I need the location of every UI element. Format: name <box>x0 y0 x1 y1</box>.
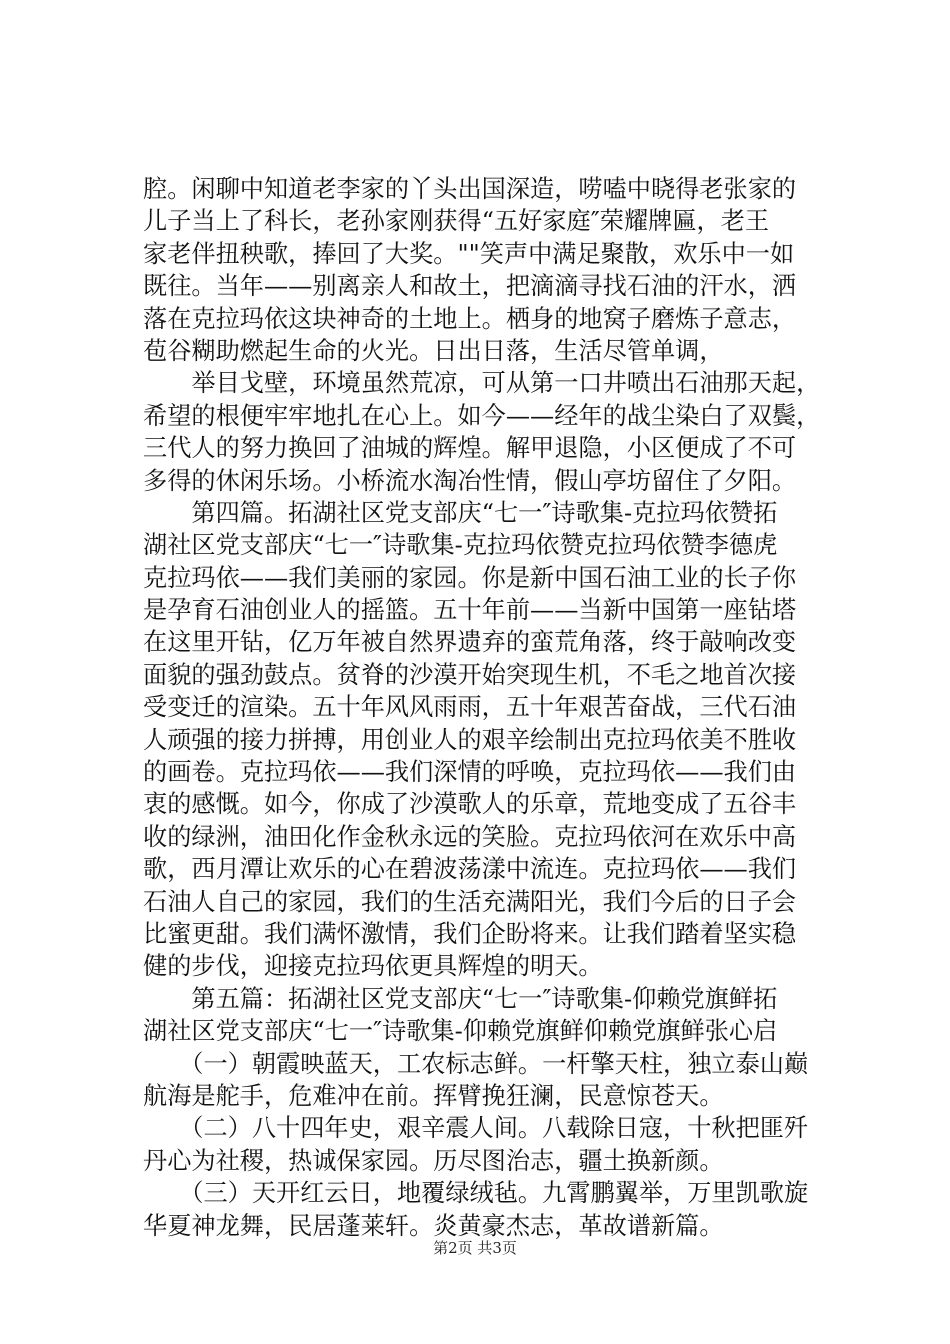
text-line: （三）天开红云日，地覆绿绒毡。九霄鹏翼举，万里凯歌旋 <box>143 1179 809 1208</box>
text-line: 受变迁的渲染。五十年风风雨雨，五十年艰苦奋战，三代石油 <box>143 693 797 722</box>
text-line: 克拉玛依——我们美丽的家园。你是新中国石油工业的长子你 <box>143 563 797 592</box>
text-line: 歌，西月潭让欢乐的心在碧波荡漾中流连。克拉玛依——我们 <box>143 855 797 884</box>
text-line: 腔。闲聊中知道老李家的丫头出国深造，唠嗑中晓得老张家的 <box>143 175 797 203</box>
text-line: 在这里开钻，亿万年被自然界遗弃的蛮荒角落，终于敲响改变 <box>143 628 797 657</box>
text-line: 既往。当年——别离亲人和故土，把滴滴寻找石油的汗水，洒 <box>143 272 797 301</box>
text-line: 收的绿洲，油田化作金秋永远的笑脸。克拉玛依河在欢乐中高 <box>143 822 797 851</box>
text-line: 人顽强的接力拼搏，用创业人的艰辛绘制出克拉玛依美不胜收 <box>143 725 797 754</box>
text-line: 的画卷。克拉玛依——我们深情的呼唤，克拉玛依——我们由 <box>143 758 797 787</box>
text-line: 落在克拉玛依这块神奇的土地上。栖身的地窝子磨炼子意志， <box>143 304 797 333</box>
body-text <box>143 173 819 1242</box>
text-line: 多得的休闲乐场。小桥流水淘冶性情，假山亭坊留住了夕阳。 <box>143 466 797 495</box>
text-line: （一）朝霞映蓝天，工农标志鲜。一杆擎天柱，独立泰山巅 <box>143 1049 809 1078</box>
text-line: 第四篇。拓湖社区党支部庆“七一″诗歌集-克拉玛依赞拓 <box>143 498 778 527</box>
text-line: 湖社区党支部庆“七一″诗歌集-仰赖党旗鲜仰赖党旗鲜张心启 <box>143 1017 778 1046</box>
text-line: 丹心为社稷，热诚保家园。历尽图治志，疆土换新颜。 <box>143 1146 724 1175</box>
text-line: 健的步伐，迎接克拉玛依更具辉煌的明天。 <box>143 952 603 981</box>
text-line: 三代人的努力换回了油城的辉煌。解甲退隐，小区便成了不可 <box>143 434 797 463</box>
text-line: 苞谷糊助燃起生命的火光。日出日落，生活尽管单调， <box>143 336 724 365</box>
text-line: 比蜜更甜。我们满怀激情，我们企盼将来。让我们踏着坚实稳 <box>143 919 797 948</box>
text-line: 面貌的强劲鼓点。贫脊的沙漠开始突现生机，不毛之地首次接 <box>143 660 797 689</box>
text-line: 华夏神龙舞，民居蓬莱轩。炎黄豪杰志，革故谱新篇。 <box>143 1211 724 1240</box>
text-line: 举目戈壁，环境虽然荒凉，可从第一口井喷出石油那天起， <box>143 369 821 398</box>
text-line: 家老伴扭秧歌，捧回了大奖。""笑声中满足聚散，欢乐中一如 <box>143 239 795 268</box>
text-line: 希望的根便牢牢地扎在心上。如今——经年的战尘染白了双鬓， <box>143 401 821 430</box>
page-footer: 第2页 共3页 <box>433 1239 517 1257</box>
text-line: 第五篇：拓湖社区党支部庆“七一″诗歌集-仰赖党旗鲜拓 <box>143 984 778 1013</box>
text-line: 航海是舵手，危难冲在前。挥臂挽狂澜，民意惊苍天。 <box>143 1081 724 1110</box>
text-line: （二）八十四年史，艰辛震人间。八载除日寇，十秋把匪歼 <box>143 1114 809 1143</box>
text-line: 是孕育石油创业人的摇篮。五十年前——当新中国第一座钻塔 <box>143 596 797 625</box>
text-line: 儿子当上了科长，老孙家刚获得“五好家庭″荣耀牌匾，老王 <box>143 207 770 236</box>
text-line: 湖社区党支部庆“七一″诗歌集-克拉玛依赞克拉玛依赞李德虎 <box>143 531 778 560</box>
text-line: 石油人自己的家园，我们的生活充满阳光，我们今后的日子会 <box>143 887 797 916</box>
text-line: 衷的感慨。如今，你成了沙漠歌人的乐章，荒地变成了五谷丰 <box>143 790 797 819</box>
